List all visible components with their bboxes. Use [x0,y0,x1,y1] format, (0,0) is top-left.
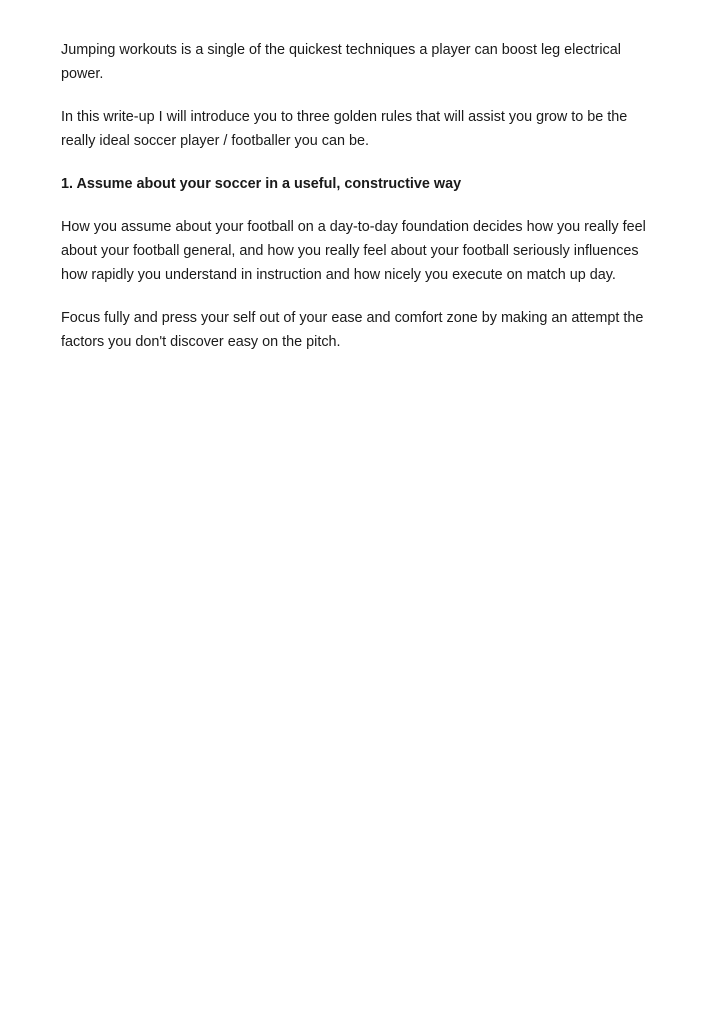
text-line: how rapidly you understand in instruction and how nicely you execute on match up day. [61,267,616,283]
section-heading [61,172,688,196]
text-line: power. [61,66,104,82]
text-line: Jumping workouts is a single of the quickest techniques a player can boost leg electrical [61,42,621,58]
text-line: In this write-up I will introduce you to three golden rules that will assist you grow to be the [61,109,628,125]
paragraph-focus [61,306,688,354]
text-line: about your football general, and how you really feel about your football seriously influences [61,243,639,259]
heading-line: 1. Assume about your soccer in a useful, constructive way [61,176,462,192]
paragraph-golden-rules [61,105,688,153]
paragraph-intro [61,38,688,86]
text-line: How you assume about your football on a day-to-day foundation decides how you really feel [61,219,646,235]
text-line: really ideal soccer player / footballer you can be. [61,133,369,149]
paragraph-mindset [61,215,688,287]
text-line: Focus fully and press your self out of your ease and comfort zone by making an attempt the [61,310,644,326]
text-line: factors you don't discover easy on the pitch. [61,334,341,350]
